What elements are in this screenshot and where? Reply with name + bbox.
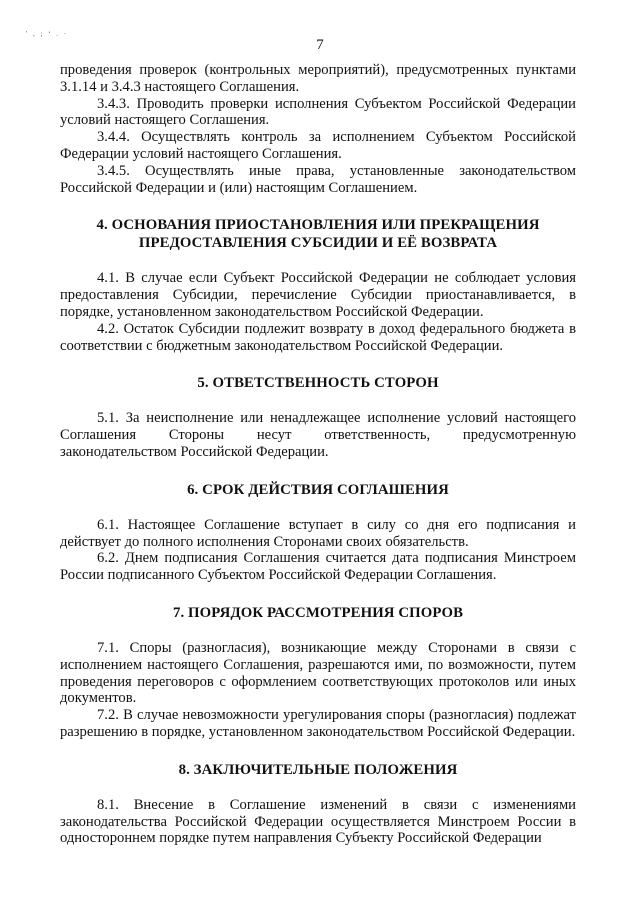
section-heading-line: 4. ОСНОВАНИЯ ПРИОСТАНОВЛЕНИЯ ИЛИ ПРЕКРАЩЕНИЯ — [96, 217, 540, 234]
paragraph: 3.4.3. Проводить проверки исполнения Субъектом Российской Федерации условий настоящего Соглашения. — [60, 95, 576, 129]
paragraph: 4.2. Остаток Субсидии подлежит возврату в доход федерального бюджета в соответствии с бюджетным законодательством Российской Федерации. — [60, 320, 576, 354]
paragraph: проведения проверок (контрольных мероприятий), предусмотренных пунктами 3.1.14 и 3.4.3 настоящего Соглашения. — [60, 62, 576, 95]
paragraph: 6.1. Настоящее Соглашение вступает в силу со дня его подписания и действует до полного исполнения Сторонами своих обязательств. — [60, 516, 576, 550]
section-heading-line: 7. ПОРЯДОК РАССМОТРЕНИЯ СПОРОВ — [172, 604, 464, 621]
paragraph: 3.4.5. Осуществлять иные права, установленные законодательством Российской Федерации и (или) настоящим Соглашением. — [60, 162, 576, 196]
section-heading-8 — [60, 761, 576, 779]
section-heading-line: 5. ОТВЕТСТВЕННОСТЬ СТОРОН — [197, 375, 439, 392]
section-heading-6 — [60, 481, 576, 499]
document-body — [60, 62, 576, 847]
section-heading-7 — [60, 604, 576, 622]
page-number: 7 — [316, 37, 324, 53]
section-heading-line: 6. СРОК ДЕЙСТВИЯ СОГЛАШЕНИЯ — [187, 481, 449, 498]
paragraph: 6.2. Днем подписания Соглашения считается дата подписания Минстроем России подписанного Субъектом Российской Федерации Соглашения. — [60, 550, 576, 584]
section-heading-4 — [60, 216, 576, 252]
paragraph: 3.4.4. Осуществлять контроль за исполнением Субъектом Российской Федерации условий настоящего Соглашения. — [60, 129, 576, 162]
paragraph: 4.1. В случае если Субъект Российской Федерации не соблюдает условия предоставления Субсидии, перечисление Субсидии приостанавливается, в порядке, установленном законодательством Российской Федерации. — [60, 270, 576, 320]
section-heading-line: 8. ЗАКЛЮЧИТЕЛЬНЫЕ ПОЛОЖЕНИЯ — [178, 761, 458, 778]
paragraph: 7.2. В случае невозможности урегулирования споры (разногласия) подлежат разрешению в порядке, установленном законодательством Российской Федерации. — [60, 707, 576, 740]
paragraph: 5.1. За неисполнение или ненадлежащее исполнение условий настоящего Соглашения Стороны несут ответственность, предусмотренную законодательством Российской Федерации. — [60, 410, 576, 460]
section-heading-5 — [60, 374, 576, 392]
paragraph: 7.1. Споры (разногласия), возникающие между Сторонами в связи с исполнением настоящего Соглашения, разрешаются ими, по возможности, путем проведения переговоров с оформлением соответствующих протоколов или иных документов. — [60, 639, 576, 707]
scan-marks: ' , ; ‘ . · — [26, 30, 69, 38]
section-heading-line: ПРЕДОСТАВЛЕНИЯ СУБСИДИИ И ЕЁ ВОЗВРАТА — [138, 235, 498, 252]
paragraph: 8.1. Внесение в Соглашение изменений в связи с изменениями законодательства Российской Федерации осуществляется Минстроем России в одностороннем порядке путем направления Субъекту Российской Федерации — [60, 796, 576, 847]
